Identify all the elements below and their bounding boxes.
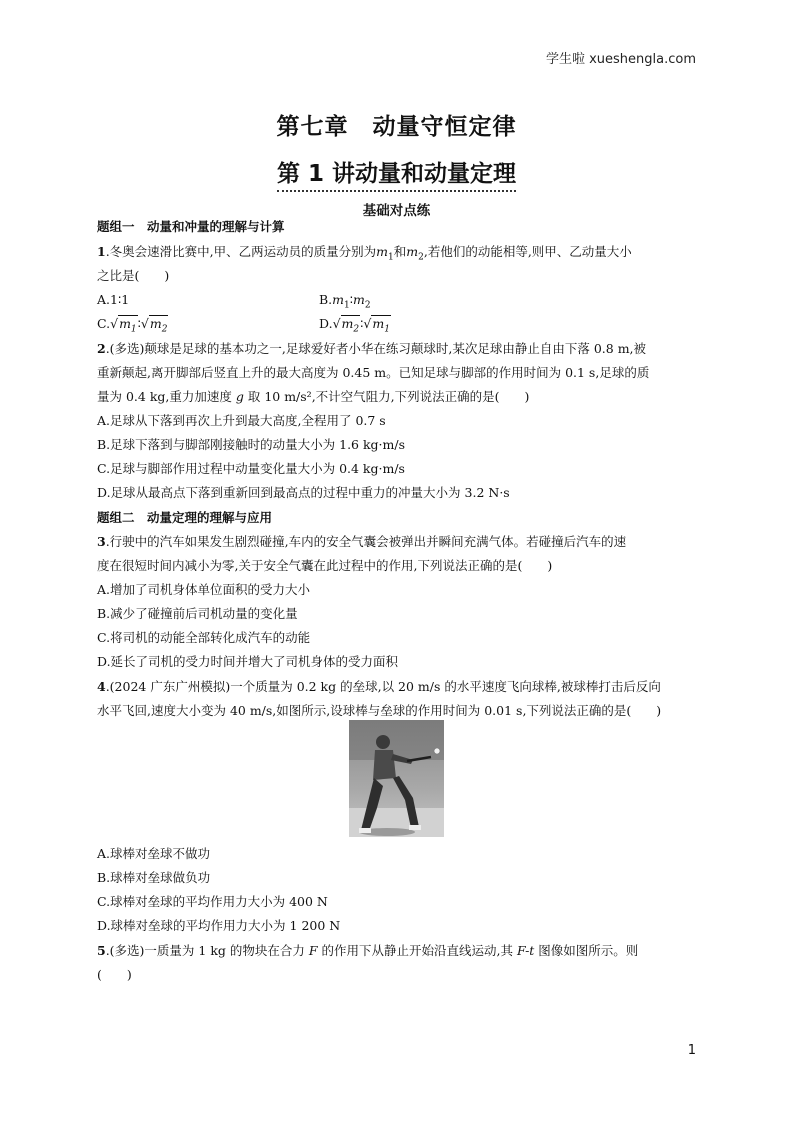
lecture-title xyxy=(0,155,793,188)
q5-text: 图像如图所示。则 xyxy=(534,943,639,958)
F-symbol: F xyxy=(308,943,318,958)
question-number: 2 xyxy=(97,341,106,356)
q2-option-d[interactable]: D.足球从最高点下落到重新回到最高点的过程中重力的冲量大小为 3.2 N·s xyxy=(97,485,510,500)
q5-text: .(多选)一质量为 1 kg 的物块在合力 xyxy=(105,943,309,958)
question-3-line-2: 度在很短时间内减小为零,关于安全气囊在此过程中的作用,下列说法正确的是( ) xyxy=(97,558,553,573)
sqrt-m2: $√m_2$ xyxy=(332,316,360,335)
sqrt-m1: $√m_1$ xyxy=(110,316,137,335)
m1-symbol: m xyxy=(332,292,345,307)
q4-option-b[interactable]: B.球棒对垒球做负功 xyxy=(97,870,211,885)
q2-option-c[interactable]: C.足球与脚部作用过程中动量变化量大小为 0.4 kg·m/s xyxy=(97,461,405,476)
question-1-line-1 xyxy=(97,244,632,266)
group-heading-1: 题组一 动量和冲量的理解与计算 xyxy=(97,219,285,234)
m2-symbol: m xyxy=(406,244,419,259)
q1-option-d[interactable] xyxy=(319,316,391,338)
q2-text: .(多选)颠球是足球的基本功之一,足球爱好者小华在练习颠球时,某次足球由静止自由下落 0.8 m,被 xyxy=(105,341,647,356)
question-2-line-1 xyxy=(97,341,646,357)
sqrt-m1: $√m_1$ xyxy=(363,316,390,335)
q3-option-a[interactable]: A.增加了司机身体单位面积的受力大小 xyxy=(97,582,311,597)
q1-option-d-prefix: D. xyxy=(319,316,333,331)
g-symbol: g xyxy=(235,389,244,404)
ratio-colon: ∶ xyxy=(349,292,354,307)
q4-option-c[interactable]: C.球棒对垒球的平均作用力大小为 400 N xyxy=(97,894,328,909)
chapter-title: 第七章 动量守恒定律 xyxy=(276,114,517,140)
subscript: 1 xyxy=(344,300,350,311)
subscript: 2 xyxy=(364,300,371,311)
q1-option-c[interactable] xyxy=(97,316,168,335)
lecture-title-text: 第 1 讲动量和动量定理 xyxy=(277,161,516,192)
question-4-line-2: 水平飞回,速度大小变为 40 m/s,如图所示,设球棒与垒球的作用时间为 0.01 s,下列说法正确的是( ) xyxy=(97,703,662,718)
m1-symbol: m xyxy=(376,244,389,259)
question-1-line-2: 之比是( ) xyxy=(97,268,170,283)
q2-text: 量为 0.4 kg,重力加速度 xyxy=(97,389,236,404)
ratio-colon: ∶ xyxy=(137,316,141,331)
sqrt-m2: $√m_2$ xyxy=(140,316,168,335)
question-5-line-1 xyxy=(97,943,638,959)
question-2-line-2: 重新颠起,离开脚部后竖直上升的最大高度为 0.45 m。已知足球与脚部的作用时间为 0.1 s,足球的质 xyxy=(97,365,650,380)
q4-text: .(2024 广东广州模拟)一个质量为 0.2 kg 的垒球,以 20 m/s 的水平速度飞向球棒,被球棒打击后反向 xyxy=(105,679,661,694)
question-1-options-row-2 xyxy=(97,316,397,338)
section-title: 基础对点练 xyxy=(362,203,431,219)
q2-text: 取 10 m/s²,不计空气阻力,下列说法正确的是( ) xyxy=(243,389,530,404)
group-heading-2: 题组二 动量定理的理解与应用 xyxy=(97,510,273,525)
q3-option-c[interactable]: C.将司机的动能全部转化成汽车的动能 xyxy=(97,630,311,645)
q1-and: 和 xyxy=(393,244,407,259)
question-number: 4 xyxy=(97,679,106,694)
site-header[interactable]: 学生啦 xueshengla.com xyxy=(545,52,696,67)
question-1-options-row-1 xyxy=(97,292,397,311)
q1-option-b-prefix: B. xyxy=(319,292,333,307)
softball-batter-photo xyxy=(349,720,444,837)
question-number: 5 xyxy=(97,943,106,958)
question-3-line-1 xyxy=(97,534,626,550)
q2-option-b[interactable]: B.足球下落到与脚部刚接触时的动量大小为 1.6 kg·m/s xyxy=(97,437,406,452)
q1-option-a[interactable]: A.1∶1 xyxy=(97,292,130,307)
q3-option-d[interactable]: D.延长了司机的受力时间并增大了司机身体的受力面积 xyxy=(97,654,399,669)
m1-subscript: 1 xyxy=(388,252,394,263)
question-4-line-1 xyxy=(97,679,661,695)
q4-option-d[interactable]: D.球棒对垒球的平均作用力大小为 1 200 N xyxy=(97,918,341,933)
q4-option-a[interactable]: A.球棒对垒球不做功 xyxy=(97,846,211,861)
m2-symbol: m xyxy=(353,292,365,307)
page-number: 1 xyxy=(687,1043,696,1058)
m2-subscript: 2 xyxy=(418,252,424,263)
question-2-line-3 xyxy=(97,389,529,405)
q5-text: 的作用下从静止开始沿直线运动,其 xyxy=(317,943,517,958)
q2-option-a[interactable]: A.足球从下落到再次上升到最大高度,全程用了 0.7 s xyxy=(97,413,386,428)
question-number: 3 xyxy=(97,534,106,549)
q3-option-b[interactable]: B.减少了碰撞前后司机动量的变化量 xyxy=(97,606,298,621)
question-number: 1 xyxy=(97,244,106,259)
q1-option-b[interactable] xyxy=(319,292,371,314)
q1-text-b: ,若他们的动能相等,则甲、乙动量大小 xyxy=(423,244,632,259)
ratio-colon: ∶ xyxy=(360,316,364,331)
q1-option-c-prefix: C. xyxy=(97,316,111,331)
q1-text-a: .冬奥会速滑比赛中,甲、乙两运动员的质量分别为 xyxy=(105,244,377,259)
q3-text: .行驶中的汽车如果发生剧烈碰撞,车内的安全气囊会被弹出并瞬间充满气体。若碰撞后汽车的速 xyxy=(105,534,627,549)
question-5-line-2: ( ) xyxy=(97,967,132,982)
Ft-symbol: F-t xyxy=(516,943,535,958)
